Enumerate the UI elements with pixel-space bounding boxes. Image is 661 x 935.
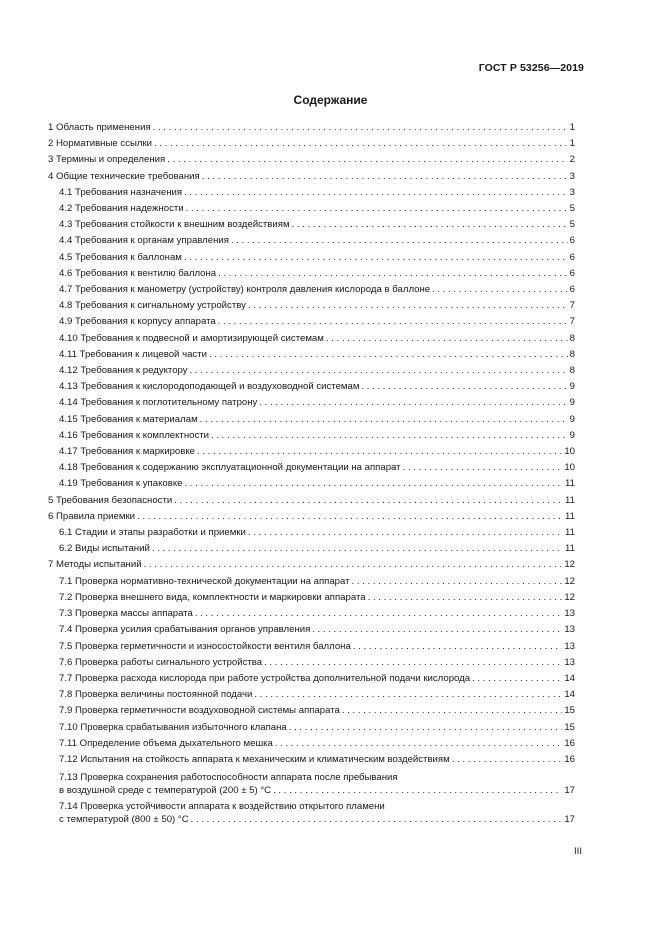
toc-entry[interactable]: [48, 720, 575, 736]
toc-entry[interactable]: [48, 476, 575, 492]
toc-entry-page: 8: [569, 348, 575, 360]
toc-entry-page: 17: [564, 814, 575, 826]
toc-entry[interactable]: [48, 509, 575, 525]
toc-entry-page: 11: [565, 543, 575, 555]
toc-entry-page: 13: [564, 608, 575, 620]
toc-entry-page: 9: [569, 429, 575, 441]
toc-leader-dots: [452, 752, 563, 768]
toc-entry-multiline[interactable]: [48, 800, 575, 826]
toc-leader-dots: [353, 639, 563, 655]
page-title: Содержание: [293, 93, 368, 107]
toc-entry-label: 4.4 Требования к органам управления: [59, 235, 229, 247]
toc-entry-page: 11: [565, 510, 575, 522]
toc-leader-dots: [190, 363, 568, 379]
toc-entry[interactable]: [48, 217, 575, 233]
toc-entry-label: 4.16 Требования к комплектности: [59, 429, 210, 441]
toc-entry-page: 3: [569, 186, 575, 198]
toc-leader-dots: [209, 347, 568, 363]
toc-leader-dots: [275, 736, 562, 752]
toc-leader-dots: [211, 428, 568, 444]
toc-entry-page: 3: [569, 170, 575, 182]
toc-leader-dots: [184, 476, 563, 492]
toc-entry-page: 11: [565, 527, 575, 539]
toc-leader-dots: [259, 395, 567, 411]
toc-entry-label: 4.3 Требования стойкости к внешним воздействиям: [59, 219, 290, 231]
toc-entry[interactable]: [48, 120, 575, 136]
toc-entry-page: 6: [569, 235, 575, 247]
toc-entry-page: 14: [564, 672, 575, 684]
toc-entry-label: 7.5 Проверка герметичности и износостойкости вентиля баллона: [59, 640, 351, 652]
toc-entry-label: 7.11 Определение объема дыхательного мешка: [59, 737, 273, 749]
toc-entry-page: 10: [564, 462, 575, 474]
toc-leader-dots: [352, 574, 563, 590]
toc-entry-label: 4.5 Требования к баллонам: [59, 251, 182, 263]
toc-entry-page: 13: [564, 624, 575, 636]
toc-leader-dots: [167, 152, 567, 168]
toc-entry-label: 6 Правила приемки: [48, 510, 135, 522]
toc-entry-label: 4.13 Требования к кислородоподающей и воздуховодной системам: [59, 381, 360, 393]
toc-leader-dots: [191, 813, 563, 826]
toc-entry-label: 5 Требования безопасности: [48, 494, 173, 506]
toc-entry-label: 7.8 Проверка величины постоянной подачи: [59, 689, 253, 701]
toc-entry[interactable]: [48, 201, 575, 217]
toc-entry-page: 1: [569, 122, 575, 133]
toc-entry-page: 12: [564, 591, 575, 603]
document-number: ГОСТ Р 53256—2019: [478, 62, 584, 74]
toc-entry-label: 7.7 Проверка расхода кислорода при работе устройства дополнительной подачи кислорода: [59, 672, 471, 684]
toc-entry-label: 4.17 Требования к маркировке: [59, 446, 195, 458]
toc-entry-page: 12: [564, 559, 575, 571]
toc-entry-label: 7.6 Проверка работы сигнального устройства: [59, 656, 263, 668]
toc-entry-page: 16: [564, 753, 575, 765]
toc-leader-dots: [174, 493, 563, 509]
toc-entry[interactable]: [48, 331, 575, 347]
toc-leader-dots: [472, 671, 562, 687]
toc-leader-dots: [184, 185, 568, 201]
toc-entry-page: 7: [569, 300, 575, 312]
toc-entry-page: 6: [569, 284, 575, 296]
toc-entry[interactable]: [48, 557, 575, 573]
toc-entry[interactable]: [48, 590, 575, 606]
toc-entry-label: 4.12 Требования к редуктору: [59, 365, 188, 377]
toc-entry[interactable]: [48, 687, 575, 703]
toc-entry-label: 4.8 Требования к сигнальному устройству: [59, 300, 246, 312]
toc-entry-page: 11: [565, 478, 575, 490]
toc-entry-label: 2 Нормативные ссылки: [48, 138, 153, 150]
toc-entry-page: 14: [564, 689, 575, 701]
toc-leader-dots: [248, 525, 563, 541]
toc-entry-label: 7.1 Проверка нормативно-технической документации на аппарат: [59, 575, 350, 587]
toc-leader-dots: [200, 412, 568, 428]
toc-entry-label: 6.1 Стадии и этапы разработки и приемки: [59, 527, 246, 539]
toc-entry-label: 7 Методы испытаний: [48, 559, 142, 571]
toc-leader-dots: [254, 687, 562, 703]
toc-entry[interactable]: [48, 282, 575, 298]
toc-entry[interactable]: [48, 266, 575, 282]
toc-entry-page: 13: [564, 656, 575, 668]
toc-entry-label: 4.9 Требования к корпусу аппарата: [59, 316, 216, 328]
toc-entry[interactable]: [48, 622, 575, 638]
toc-leader-dots: [432, 282, 568, 298]
toc-entry-page: 6: [569, 251, 575, 263]
toc-entry[interactable]: [48, 298, 575, 314]
toc-entry-page: 17: [564, 785, 575, 797]
toc-leader-dots: [273, 784, 562, 797]
toc-entry[interactable]: [48, 525, 575, 541]
toc-entry-label: 4.10 Требования к подвесной и амортизирующей системам: [59, 332, 324, 344]
toc-entry[interactable]: [48, 493, 575, 509]
toc-leader-dots: [231, 233, 568, 249]
toc-entry-label-line1: 7.13 Проверка сохранения работоспособности аппарата после пребывания: [59, 772, 398, 784]
toc-entry-label-line1: 7.14 Проверка устойчивости аппарата к воздействию открытого пламени: [59, 801, 385, 813]
toc-entry-page: 11: [565, 494, 575, 506]
toc-entry[interactable]: [48, 541, 575, 557]
toc-entry[interactable]: [48, 574, 575, 590]
toc-entry-page: 7: [569, 316, 575, 328]
toc-leader-dots: [202, 169, 568, 185]
toc-entry-page: 1: [569, 138, 575, 150]
toc-entry-page: 9: [569, 381, 575, 393]
toc-leader-dots: [289, 720, 563, 736]
toc-leader-dots: [153, 120, 568, 136]
toc-entry-label: 7.10 Проверка срабатывания избыточного клапана: [59, 721, 287, 733]
toc-leader-dots: [137, 509, 563, 525]
toc-entry[interactable]: [48, 412, 575, 428]
toc-entry-label: 4.1 Требования назначения: [59, 186, 183, 198]
toc-entry[interactable]: [48, 428, 575, 444]
toc-entry-page: 9: [569, 413, 575, 425]
toc-entry[interactable]: [48, 363, 575, 379]
toc-entry[interactable]: [48, 444, 575, 460]
toc-entry-label: 4.6 Требования к вентилю баллона: [59, 267, 217, 279]
toc-entry-page: 15: [564, 705, 575, 717]
toc-entry[interactable]: [48, 752, 575, 768]
toc-entry[interactable]: [48, 639, 575, 655]
toc-leader-dots: [154, 136, 568, 152]
toc-entry[interactable]: [48, 703, 575, 719]
toc-leader-dots: [195, 606, 562, 622]
toc-leader-dots: [403, 460, 563, 476]
page-number: III: [574, 846, 582, 857]
toc-leader-dots: [342, 703, 562, 719]
toc-entry[interactable]: [48, 655, 575, 671]
toc-leader-dots: [292, 217, 568, 233]
toc-entry[interactable]: [48, 460, 575, 476]
toc-entry[interactable]: [48, 736, 575, 752]
toc-leader-dots: [264, 655, 562, 671]
toc-leader-dots: [218, 266, 568, 282]
toc-leader-dots: [152, 541, 563, 557]
toc-entry[interactable]: [48, 379, 575, 395]
toc-entry-page: 5: [569, 203, 575, 215]
toc-entry-page: 6: [569, 267, 575, 279]
table-of-contents: [48, 120, 575, 826]
toc-leader-dots: [218, 314, 568, 330]
toc-leader-dots: [184, 250, 568, 266]
toc-entry-label: 7.9 Проверка герметичности воздуховодной системы аппарата: [59, 705, 340, 717]
toc-entry-label-line2: с температурой (800 ± 50) °С: [59, 814, 189, 826]
toc-entry-page: 10: [564, 446, 575, 458]
toc-entry-label-line2: в воздушной среде с температурой (200 ± 5) °С: [59, 785, 272, 797]
toc-entry-label: 4.2 Требования надежности: [59, 203, 184, 215]
toc-entry[interactable]: [48, 233, 575, 249]
toc-entry-label: 7.2 Проверка внешнего вида, комплектности и маркировки аппарата: [59, 591, 366, 603]
toc-entry[interactable]: [48, 152, 575, 168]
toc-leader-dots: [186, 201, 568, 217]
toc-entry-multiline[interactable]: [48, 771, 575, 797]
toc-entry-label: 4.14 Требования к поглотительному патрону: [59, 397, 258, 409]
toc-entry-label: 6.2 Виды испытаний: [59, 543, 150, 555]
toc-leader-dots: [312, 622, 562, 638]
toc-entry-page: 12: [564, 575, 575, 587]
toc-entry-label: 1 Область применения: [48, 122, 151, 133]
toc-entry-page: 5: [569, 219, 575, 231]
toc-leader-dots: [326, 331, 568, 347]
toc-entry[interactable]: [48, 671, 575, 687]
toc-entry-page: 8: [569, 332, 575, 344]
toc-entry-label: 4.7 Требования к манометру (устройству) контроля давления кислорода в баллоне: [59, 284, 431, 296]
toc-leader-dots: [197, 444, 562, 460]
toc-entry-label: 7.3 Проверка массы аппарата: [59, 608, 193, 620]
toc-entry[interactable]: [48, 250, 575, 266]
toc-entry[interactable]: [48, 395, 575, 411]
toc-entry[interactable]: [48, 185, 575, 201]
toc-entry-label: 4 Общие технические требования: [48, 170, 200, 182]
toc-entry[interactable]: [48, 169, 575, 185]
toc-entry[interactable]: [48, 136, 575, 152]
toc-leader-dots: [144, 557, 563, 573]
toc-entry-label: 4.19 Требования к упаковке: [59, 478, 183, 490]
toc-leader-dots: [248, 298, 568, 314]
toc-entry[interactable]: [48, 347, 575, 363]
toc-entry-page: 16: [564, 737, 575, 749]
toc-entry-page: 15: [564, 721, 575, 733]
toc-entry-page: 13: [564, 640, 575, 652]
toc-leader-dots: [368, 590, 563, 606]
toc-entry-page: 9: [569, 397, 575, 409]
toc-entry-label: 4.15 Требования к материалам: [59, 413, 198, 425]
toc-entry-page: 2: [569, 154, 575, 166]
toc-entry-label: 4.18 Требования к содержанию эксплуатационной документации на аппарат: [59, 462, 401, 474]
toc-entry-label: 7.4 Проверка усилия срабатывания органов управления: [59, 624, 311, 636]
toc-entry-label: 7.12 Испытания на стойкость аппарата к механическим и климатическим воздействиям: [59, 753, 450, 765]
toc-entry[interactable]: [48, 314, 575, 330]
toc-entry-label: 3 Термины и определения: [48, 154, 166, 166]
toc-entry-label: 4.11 Требования к лицевой части: [59, 348, 207, 360]
toc-entry-page: 8: [569, 365, 575, 377]
toc-entry[interactable]: [48, 606, 575, 622]
toc-leader-dots: [361, 379, 567, 395]
